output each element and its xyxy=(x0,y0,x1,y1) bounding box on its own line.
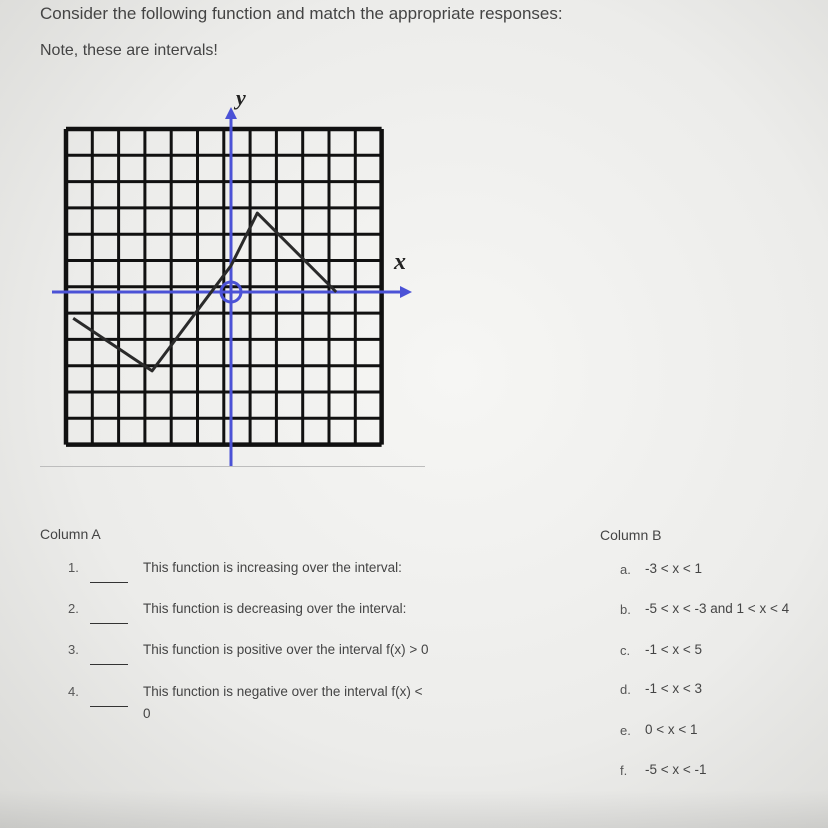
option-e-text: 0 < x < 1 xyxy=(645,722,698,737)
x-axis-label: x xyxy=(394,249,406,275)
option-c-letter: c. xyxy=(620,643,631,658)
option-a-letter: a. xyxy=(620,562,631,577)
column-b-heading: Column B xyxy=(600,527,662,543)
item-2-statement: This function is decreasing over the interval: xyxy=(143,601,407,616)
item-3-answer-blank[interactable] xyxy=(90,664,128,665)
question-prompt: Consider the following function and match the appropriate responses: xyxy=(40,4,563,23)
divider xyxy=(40,466,425,467)
item-4-answer-blank[interactable] xyxy=(90,706,128,707)
item-1-answer-blank[interactable] xyxy=(90,582,128,583)
item-4-number: 4. xyxy=(68,684,79,699)
x-axis-arrow xyxy=(400,286,412,298)
item-2-number: 2. xyxy=(68,601,79,616)
option-b-letter: b. xyxy=(620,602,631,617)
graph-axes xyxy=(52,85,412,466)
y-axis-label: y xyxy=(236,85,246,110)
option-c-text: -1 < x < 5 xyxy=(645,642,703,657)
item-4-statement-continued: 0 xyxy=(143,706,151,721)
item-2-answer-blank[interactable] xyxy=(90,623,128,624)
question-note: Note, these are intervals! xyxy=(40,42,218,59)
option-d-text: -1 < x < 3 xyxy=(645,681,703,696)
option-a-text: -3 < x < 1 xyxy=(645,561,703,576)
column-a-heading: Column A xyxy=(40,526,101,542)
option-e-letter: e. xyxy=(620,723,631,738)
item-1-number: 1. xyxy=(68,560,79,575)
photo-shadow xyxy=(0,790,828,828)
item-3-number: 3. xyxy=(68,642,79,657)
option-d-letter: d. xyxy=(620,682,631,697)
item-1-statement: This function is increasing over the interval: xyxy=(143,560,402,575)
option-f-letter: f. xyxy=(620,763,628,778)
item-4-statement: This function is negative over the interval f(x) < xyxy=(143,684,423,699)
item-3-statement: This function is positive over the interval f(x) > 0 xyxy=(143,642,429,657)
option-b-text: -5 < x < -3 and 1 < x < 4 xyxy=(645,601,790,616)
option-f-text: -5 < x < -1 xyxy=(645,762,707,777)
